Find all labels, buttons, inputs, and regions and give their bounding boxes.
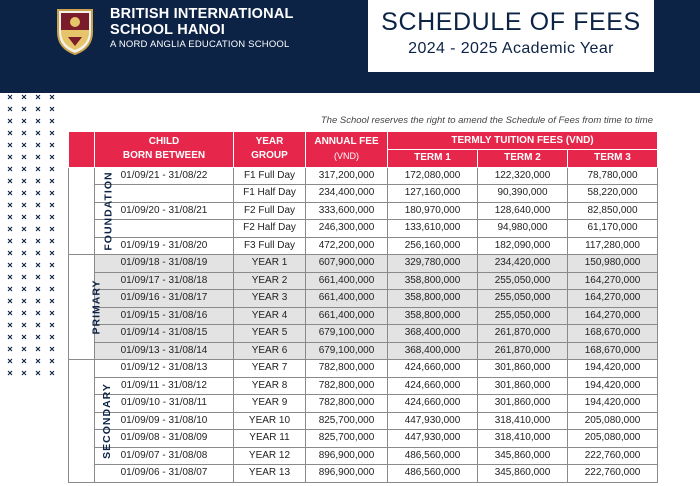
dot-mark — [22, 323, 26, 327]
term2-fee: 128,640,000 — [478, 202, 568, 220]
term2-fee: 345,860,000 — [478, 465, 568, 483]
term3-fee: 205,080,000 — [568, 412, 658, 430]
phase-label-foundation: FOUNDATION — [69, 167, 95, 255]
dot-mark — [22, 203, 26, 207]
dot-mark — [50, 299, 54, 303]
dot-mark — [8, 287, 12, 291]
term3-fee: 168,670,000 — [568, 342, 658, 360]
term2-fee: 261,870,000 — [478, 342, 568, 360]
dot-mark — [50, 215, 54, 219]
term2-fee: 182,090,000 — [478, 237, 568, 255]
table-row — [69, 342, 658, 360]
dot-mark — [36, 203, 40, 207]
term1-fee: 329,780,000 — [388, 255, 478, 273]
dot-mark — [50, 335, 54, 339]
dot-mark — [22, 119, 26, 123]
dot-mark — [36, 239, 40, 243]
dot-mark — [8, 167, 12, 171]
table-row — [69, 430, 658, 448]
table-row — [69, 465, 658, 483]
term1-fee: 368,400,000 — [388, 325, 478, 343]
annual-fee: 661,400,000 — [306, 272, 388, 290]
dot-mark — [8, 119, 12, 123]
table-row — [69, 377, 658, 395]
term3-fee: 205,080,000 — [568, 430, 658, 448]
annual-fee: 661,400,000 — [306, 307, 388, 325]
year-group: YEAR 11 — [234, 430, 306, 448]
annual-fee: 825,700,000 — [306, 412, 388, 430]
dot-mark — [36, 263, 40, 267]
term2-fee: 301,860,000 — [478, 360, 568, 378]
phase-header — [69, 132, 95, 168]
dot-mark — [50, 167, 54, 171]
annual-fee: 472,200,000 — [306, 237, 388, 255]
term1-fee: 358,800,000 — [388, 290, 478, 308]
term2-fee: 90,390,000 — [478, 185, 568, 203]
term1-fee: 127,160,000 — [388, 185, 478, 203]
annual-fee: 333,600,000 — [306, 202, 388, 220]
fees-table — [68, 131, 658, 483]
dot-mark — [36, 287, 40, 291]
dot-mark — [22, 215, 26, 219]
dot-mark — [8, 143, 12, 147]
term1-fee: 358,800,000 — [388, 307, 478, 325]
title-box — [368, 0, 654, 72]
dot-mark — [36, 335, 40, 339]
year-group: YEAR 4 — [234, 307, 306, 325]
year-group: YEAR 2 — [234, 272, 306, 290]
year-group: YEAR 12 — [234, 447, 306, 465]
table-row — [69, 307, 658, 325]
year-group: YEAR 9 — [234, 395, 306, 413]
dot-mark — [8, 311, 12, 315]
term2-fee: 318,410,000 — [478, 412, 568, 430]
term1-fee: 486,560,000 — [388, 447, 478, 465]
annual-fee: 234,400,000 — [306, 185, 388, 203]
school-name: BRITISH INTERNATIONAL SCHOOL HANOI — [110, 6, 294, 38]
table-row — [69, 255, 658, 273]
dot-mark — [36, 131, 40, 135]
annual-fee: 896,900,000 — [306, 465, 388, 483]
dot-mark — [8, 299, 12, 303]
dot-mark — [36, 119, 40, 123]
term1-fee: 368,400,000 — [388, 342, 478, 360]
dot-mark — [36, 95, 40, 99]
term1-fee: 172,080,000 — [388, 167, 478, 185]
dot-mark — [8, 323, 12, 327]
term1-fee: 358,800,000 — [388, 272, 478, 290]
term1-fee: 256,160,000 — [388, 237, 478, 255]
term3-fee: 164,270,000 — [568, 307, 658, 325]
annual-fee: 896,900,000 — [306, 447, 388, 465]
term3-fee: 164,270,000 — [568, 272, 658, 290]
year-group: YEAR 7 — [234, 360, 306, 378]
term3-fee: 164,270,000 — [568, 290, 658, 308]
header-termly-fees: TERMLY TUITION FEES (VND) — [388, 132, 658, 150]
dot-mark — [22, 251, 26, 255]
dot-mark — [8, 107, 12, 111]
dot-mark — [50, 239, 54, 243]
born-between: 01/09/08 - 31/08/09 — [95, 430, 234, 448]
born-between: 01/09/10 - 31/08/11 — [95, 395, 234, 413]
annual-fee: 679,100,000 — [306, 342, 388, 360]
dot-mark — [8, 179, 12, 183]
header-term1: TERM 1 — [388, 150, 478, 168]
year-group: YEAR 5 — [234, 325, 306, 343]
term2-fee: 261,870,000 — [478, 325, 568, 343]
dot-mark — [36, 323, 40, 327]
dot-mark — [36, 215, 40, 219]
dot-mark — [36, 227, 40, 231]
dot-mark — [22, 155, 26, 159]
dot-mark — [8, 275, 12, 279]
page-title: SCHEDULE OF FEES — [381, 8, 641, 36]
term2-fee: 255,050,000 — [478, 307, 568, 325]
dot-mark — [8, 371, 12, 375]
dot-mark — [36, 311, 40, 315]
year-group: F1 Full Day — [234, 167, 306, 185]
dot-mark — [22, 239, 26, 243]
born-between: 01/09/09 - 31/08/10 — [95, 412, 234, 430]
dot-mark — [8, 203, 12, 207]
dot-mark — [8, 191, 12, 195]
dot-mark — [22, 179, 26, 183]
born-between: 01/09/07 - 31/08/08 — [95, 447, 234, 465]
dot-mark — [22, 227, 26, 231]
born-between: 01/09/18 - 31/08/19 — [95, 255, 234, 273]
born-between: 01/09/17 - 31/08/18 — [95, 272, 234, 290]
table-row — [69, 395, 658, 413]
dot-mark — [50, 359, 54, 363]
year-group: YEAR 3 — [234, 290, 306, 308]
year-group: YEAR 6 — [234, 342, 306, 360]
dot-mark — [50, 251, 54, 255]
year-group: YEAR 10 — [234, 412, 306, 430]
dot-mark — [22, 143, 26, 147]
dot-mark — [36, 347, 40, 351]
table-row — [69, 360, 658, 378]
born-between: 01/09/06 - 31/08/07 — [95, 465, 234, 483]
term3-fee: 222,760,000 — [568, 447, 658, 465]
dot-mark — [36, 371, 40, 375]
dot-mark — [36, 191, 40, 195]
dot-mark — [50, 95, 54, 99]
table-row — [69, 325, 658, 343]
header-annual-fee: ANNUAL FEE (VND) — [306, 132, 388, 168]
dot-mark — [8, 215, 12, 219]
dot-mark — [36, 299, 40, 303]
dot-mark — [22, 95, 26, 99]
dot-mark — [8, 263, 12, 267]
dot-mark — [50, 347, 54, 351]
dot-mark — [36, 179, 40, 183]
term1-fee: 133,610,000 — [388, 220, 478, 238]
born-between: 01/09/15 - 31/08/16 — [95, 307, 234, 325]
dot-mark — [22, 131, 26, 135]
dot-mark — [50, 119, 54, 123]
term2-fee: 318,410,000 — [478, 430, 568, 448]
dot-mark — [50, 155, 54, 159]
term3-fee: 58,220,000 — [568, 185, 658, 203]
dot-mark — [50, 263, 54, 267]
table-row — [69, 272, 658, 290]
dot-mark — [22, 335, 26, 339]
year-group: YEAR 8 — [234, 377, 306, 395]
phase-label-secondary: SECONDARY — [69, 360, 95, 483]
dot-mark — [50, 287, 54, 291]
year-group: F1 Half Day — [234, 185, 306, 203]
table-row — [69, 237, 658, 255]
dot-mark — [36, 359, 40, 363]
term2-fee: 345,860,000 — [478, 447, 568, 465]
term3-fee: 61,170,000 — [568, 220, 658, 238]
term2-fee: 234,420,000 — [478, 255, 568, 273]
term3-fee: 168,670,000 — [568, 325, 658, 343]
term1-fee: 424,660,000 — [388, 395, 478, 413]
dot-mark — [22, 371, 26, 375]
term1-fee: 447,930,000 — [388, 412, 478, 430]
born-between: 01/09/21 - 31/08/22 — [95, 167, 234, 185]
dot-mark — [50, 275, 54, 279]
disclaimer-text: The School reserves the right to amend the Schedule of Fees from time to time — [320, 115, 653, 126]
annual-fee: 782,800,000 — [306, 360, 388, 378]
dot-mark — [50, 107, 54, 111]
term1-fee: 424,660,000 — [388, 377, 478, 395]
dot-mark — [8, 155, 12, 159]
year-group: F2 Half Day — [234, 220, 306, 238]
term3-fee: 194,420,000 — [568, 377, 658, 395]
table-row — [69, 202, 658, 220]
annual-fee: 607,900,000 — [306, 255, 388, 273]
annual-fee: 782,800,000 — [306, 395, 388, 413]
term1-fee: 424,660,000 — [388, 360, 478, 378]
born-between: 01/09/12 - 31/08/13 — [95, 360, 234, 378]
dot-mark — [50, 311, 54, 315]
dot-mark — [22, 167, 26, 171]
dot-mark — [22, 263, 26, 267]
dot-mark — [36, 275, 40, 279]
dot-mark — [22, 287, 26, 291]
born-between: 01/09/20 - 31/08/21 — [95, 202, 234, 220]
dot-mark — [22, 275, 26, 279]
born-between: 01/09/16 - 31/08/17 — [95, 290, 234, 308]
dot-mark — [8, 335, 12, 339]
year-group: F3 Full Day — [234, 237, 306, 255]
term2-fee: 122,320,000 — [478, 167, 568, 185]
term3-fee: 78,780,000 — [568, 167, 658, 185]
year-group: YEAR 13 — [234, 465, 306, 483]
born-between: 01/09/14 - 31/08/15 — [95, 325, 234, 343]
dot-mark — [50, 227, 54, 231]
born-between: 01/09/11 - 31/08/12 — [95, 377, 234, 395]
header-child: CHILD BORN BETWEEN — [95, 132, 234, 168]
born-between: 01/09/19 - 31/08/20 — [95, 237, 234, 255]
dot-mark — [22, 311, 26, 315]
dot-mark — [8, 347, 12, 351]
term2-fee: 301,860,000 — [478, 395, 568, 413]
dot-mark — [50, 179, 54, 183]
dot-mark — [8, 227, 12, 231]
dot-mark — [36, 167, 40, 171]
dot-mark — [22, 191, 26, 195]
annual-fee: 246,300,000 — [306, 220, 388, 238]
dot-mark — [8, 239, 12, 243]
table-row — [69, 447, 658, 465]
header-term3: TERM 3 — [568, 150, 658, 168]
term3-fee: 150,980,000 — [568, 255, 658, 273]
dot-mark — [50, 131, 54, 135]
term3-fee: 82,850,000 — [568, 202, 658, 220]
annual-fee: 317,200,000 — [306, 167, 388, 185]
decorative-dot-pattern — [6, 93, 64, 486]
term2-fee: 255,050,000 — [478, 290, 568, 308]
dot-mark — [36, 107, 40, 111]
dot-mark — [8, 95, 12, 99]
term1-fee: 447,930,000 — [388, 430, 478, 448]
dot-mark — [50, 191, 54, 195]
phase-label-primary: PRIMARY — [69, 255, 95, 360]
term3-fee: 194,420,000 — [568, 395, 658, 413]
annual-fee: 782,800,000 — [306, 377, 388, 395]
table-row — [69, 290, 658, 308]
table-row — [69, 167, 658, 185]
dot-mark — [36, 143, 40, 147]
term3-fee: 222,760,000 — [568, 465, 658, 483]
born-between: 01/09/13 - 31/08/14 — [95, 342, 234, 360]
dot-mark — [50, 371, 54, 375]
dot-mark — [36, 251, 40, 255]
annual-fee: 825,700,000 — [306, 430, 388, 448]
dot-mark — [22, 347, 26, 351]
dot-mark — [22, 107, 26, 111]
table-row — [69, 185, 658, 203]
dot-mark — [8, 131, 12, 135]
term3-fee: 194,420,000 — [568, 360, 658, 378]
term1-fee: 486,560,000 — [388, 465, 478, 483]
term3-fee: 117,280,000 — [568, 237, 658, 255]
year-group: F2 Full Day — [234, 202, 306, 220]
annual-fee: 679,100,000 — [306, 325, 388, 343]
annual-fee: 661,400,000 — [306, 290, 388, 308]
school-crest-icon — [50, 6, 100, 56]
page-header — [0, 0, 700, 93]
term2-fee: 255,050,000 — [478, 272, 568, 290]
term2-fee: 301,860,000 — [478, 377, 568, 395]
header-term2: TERM 2 — [478, 150, 568, 168]
dot-mark — [50, 143, 54, 147]
term1-fee: 180,970,000 — [388, 202, 478, 220]
term2-fee: 94,980,000 — [478, 220, 568, 238]
year-group: YEAR 1 — [234, 255, 306, 273]
dot-mark — [22, 299, 26, 303]
dot-mark — [8, 251, 12, 255]
academic-year: 2024 - 2025 Academic Year — [408, 40, 614, 57]
table-row — [69, 220, 658, 238]
table-row — [69, 412, 658, 430]
school-subtitle: A NORD ANGLIA EDUCATION SCHOOL — [110, 39, 290, 50]
dot-mark — [50, 323, 54, 327]
dot-mark — [22, 359, 26, 363]
dot-mark — [50, 203, 54, 207]
header-year-group: YEAR GROUP — [234, 132, 306, 168]
dot-mark — [8, 359, 12, 363]
dot-mark — [36, 155, 40, 159]
